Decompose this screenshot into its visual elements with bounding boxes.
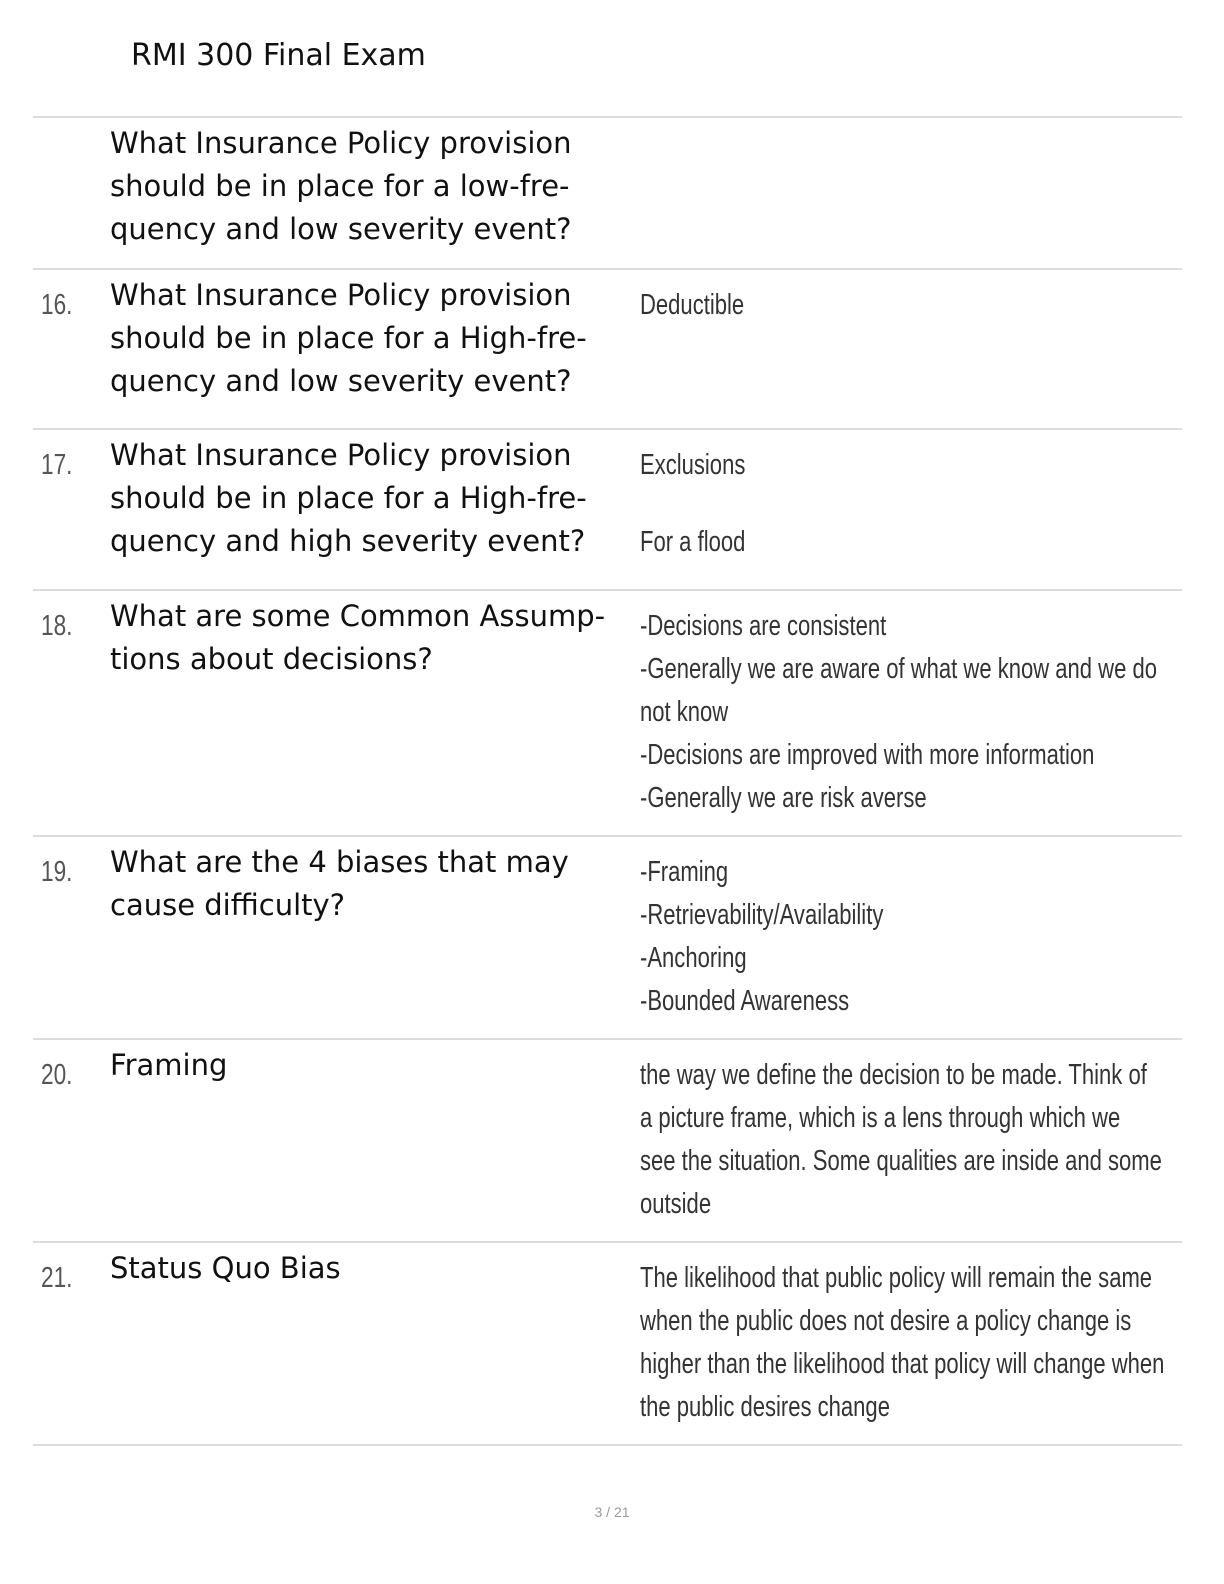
definition-line: not know xyxy=(640,696,729,728)
definition-line: a picture frame, which is a lens through which we xyxy=(640,1102,1121,1134)
flashcard-row xyxy=(33,118,1182,270)
card-term: Framing xyxy=(110,1048,228,1082)
definition-line: higher than the likelihood that policy will change when xyxy=(640,1348,1165,1380)
card-definition xyxy=(640,284,1164,327)
card-definition xyxy=(640,605,1164,820)
flashcard-row xyxy=(33,270,1182,430)
definition-line: Deductible xyxy=(640,289,745,321)
card-number: 21. xyxy=(41,1262,73,1294)
flashcard-row xyxy=(33,837,1182,1040)
definition-line: -Decisions are improved with more information xyxy=(640,739,1095,771)
card-number: 18. xyxy=(41,610,73,642)
definition-line: when the public does not desire a policy change is xyxy=(640,1305,1132,1337)
definition-line: For a flood xyxy=(640,526,746,558)
card-term: What Insurance Policy provision should be in place for a low-fre- quency and low severity event? xyxy=(110,126,572,246)
card-term: What Insurance Policy provision should be in place for a High-fre- quency and high severity event? xyxy=(110,438,587,558)
definition-line: -Bounded Awareness xyxy=(640,985,850,1017)
definition-line: see the situation. Some qualities are inside and some xyxy=(640,1145,1162,1177)
definition-line: -Retrievability/Availability xyxy=(640,899,884,931)
card-number: 17. xyxy=(41,449,73,481)
flashcard-row xyxy=(33,1040,1182,1243)
definition-gap xyxy=(640,487,1164,521)
definition-line: The likelihood that public policy will remain the same xyxy=(640,1262,1153,1294)
flashcard-row xyxy=(33,430,1182,591)
definition-line: the public desires change xyxy=(640,1391,890,1423)
definition-line: the way we define the decision to be made. Think of xyxy=(640,1059,1147,1091)
definition-line: Exclusions xyxy=(640,449,746,481)
page-number: 3 / 21 xyxy=(594,1504,630,1520)
card-number: 19. xyxy=(41,856,73,888)
card-term: Status Quo Bias xyxy=(110,1251,341,1285)
card-term: What are the 4 biases that may cause difficulty? xyxy=(110,845,569,922)
card-term: What Insurance Policy provision should be in place for a High-fre- quency and low severity event? xyxy=(110,278,587,398)
definition-line: -Decisions are consistent xyxy=(640,610,887,642)
definition-line: -Framing xyxy=(640,856,729,888)
definition-line: -Generally we are risk averse xyxy=(640,782,927,814)
definition-line: -Generally we are aware of what we know and we do xyxy=(640,653,1157,685)
definition-line: -Anchoring xyxy=(640,942,747,974)
card-definition xyxy=(640,1054,1164,1226)
document-title: RMI 300 Final Exam xyxy=(131,38,426,73)
flashcard-row xyxy=(33,1243,1182,1446)
card-definition xyxy=(640,851,1164,1023)
card-number: 20. xyxy=(41,1059,73,1091)
card-number: 16. xyxy=(41,289,73,321)
definition-line: outside xyxy=(640,1188,712,1220)
flashcard-row xyxy=(33,591,1182,837)
flashcard-list xyxy=(33,116,1182,1446)
card-definition xyxy=(640,444,1164,564)
card-term: What are some Common Assump- tions about decisions? xyxy=(110,599,606,676)
card-definition xyxy=(640,1257,1164,1429)
